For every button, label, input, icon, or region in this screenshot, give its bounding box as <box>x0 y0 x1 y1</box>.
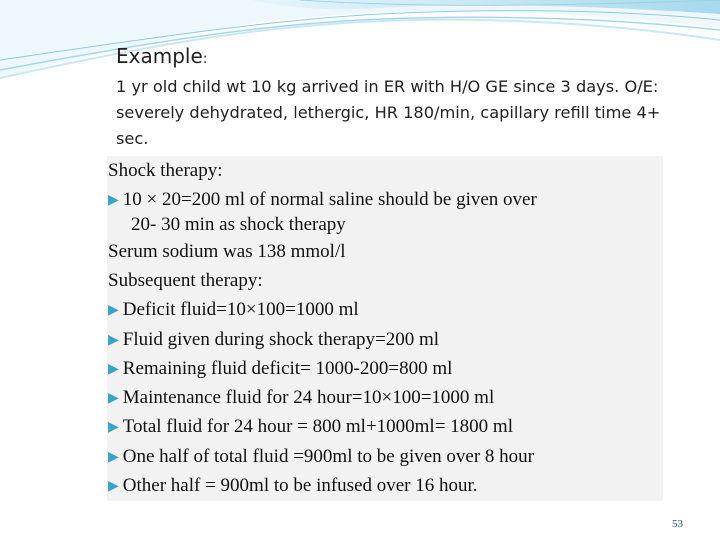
serum-sodium-line: Serum sodium was 138 mmol/l <box>108 241 346 262</box>
page-number: 53 <box>672 518 683 530</box>
maintenance-bullet <box>108 386 494 411</box>
total-bullet <box>108 415 513 440</box>
bullet-icon: ▶ <box>108 332 119 348</box>
total-text: Total fluid for 24 hour = 800 ml+1000ml= 1800 ml <box>122 416 513 437</box>
shock-bullet-continuation: 20- 30 min as shock therapy <box>131 214 346 235</box>
other-half-bullet <box>108 474 478 499</box>
subsequent-therapy-heading: Subsequent therapy: <box>108 270 263 291</box>
one-half-bullet <box>108 445 534 470</box>
bullet-icon: ▶ <box>108 419 119 435</box>
fluid-given-text: Fluid given during shock therapy=200 ml <box>122 329 440 350</box>
shock-bullet <box>108 188 537 213</box>
deficit-bullet <box>108 298 359 323</box>
bullet-icon: ▶ <box>108 302 119 318</box>
shock-therapy-heading: Shock therapy: <box>108 160 223 181</box>
remaining-text: Remaining fluid deficit= 1000-200=800 ml <box>122 358 453 379</box>
maintenance-text: Maintenance fluid for 24 hour=10×100=1000 ml <box>122 387 495 408</box>
bullet-icon: ▶ <box>108 449 119 465</box>
bullet-icon: ▶ <box>108 390 119 406</box>
remaining-bullet <box>108 357 452 382</box>
case-description: 1 yr old child wt 10 kg arrived in ER with H/O GE since 3 days. O/E: severely dehydrated, lethergic, HR 180/min, capillary refill time 4+ sec. <box>116 77 661 148</box>
slide-title-colon: : <box>202 51 208 67</box>
bullet-icon: ▶ <box>108 361 119 377</box>
one-half-text: One half of total fluid =900ml to be given over 8 hour <box>122 446 534 467</box>
shock-bullet-text: 10 × 20=200 ml of normal saline should be given over <box>122 189 537 210</box>
other-half-text: Other half = 900ml to be infused over 16 hour. <box>122 475 478 496</box>
bullet-icon: ▶ <box>108 192 119 208</box>
bullet-icon: ▶ <box>108 478 119 494</box>
slide-title-text: Example <box>116 44 203 68</box>
fluid-given-bullet <box>108 328 439 353</box>
deficit-text: Deficit fluid=10×100=1000 ml <box>122 299 359 320</box>
slide-title <box>116 44 208 68</box>
